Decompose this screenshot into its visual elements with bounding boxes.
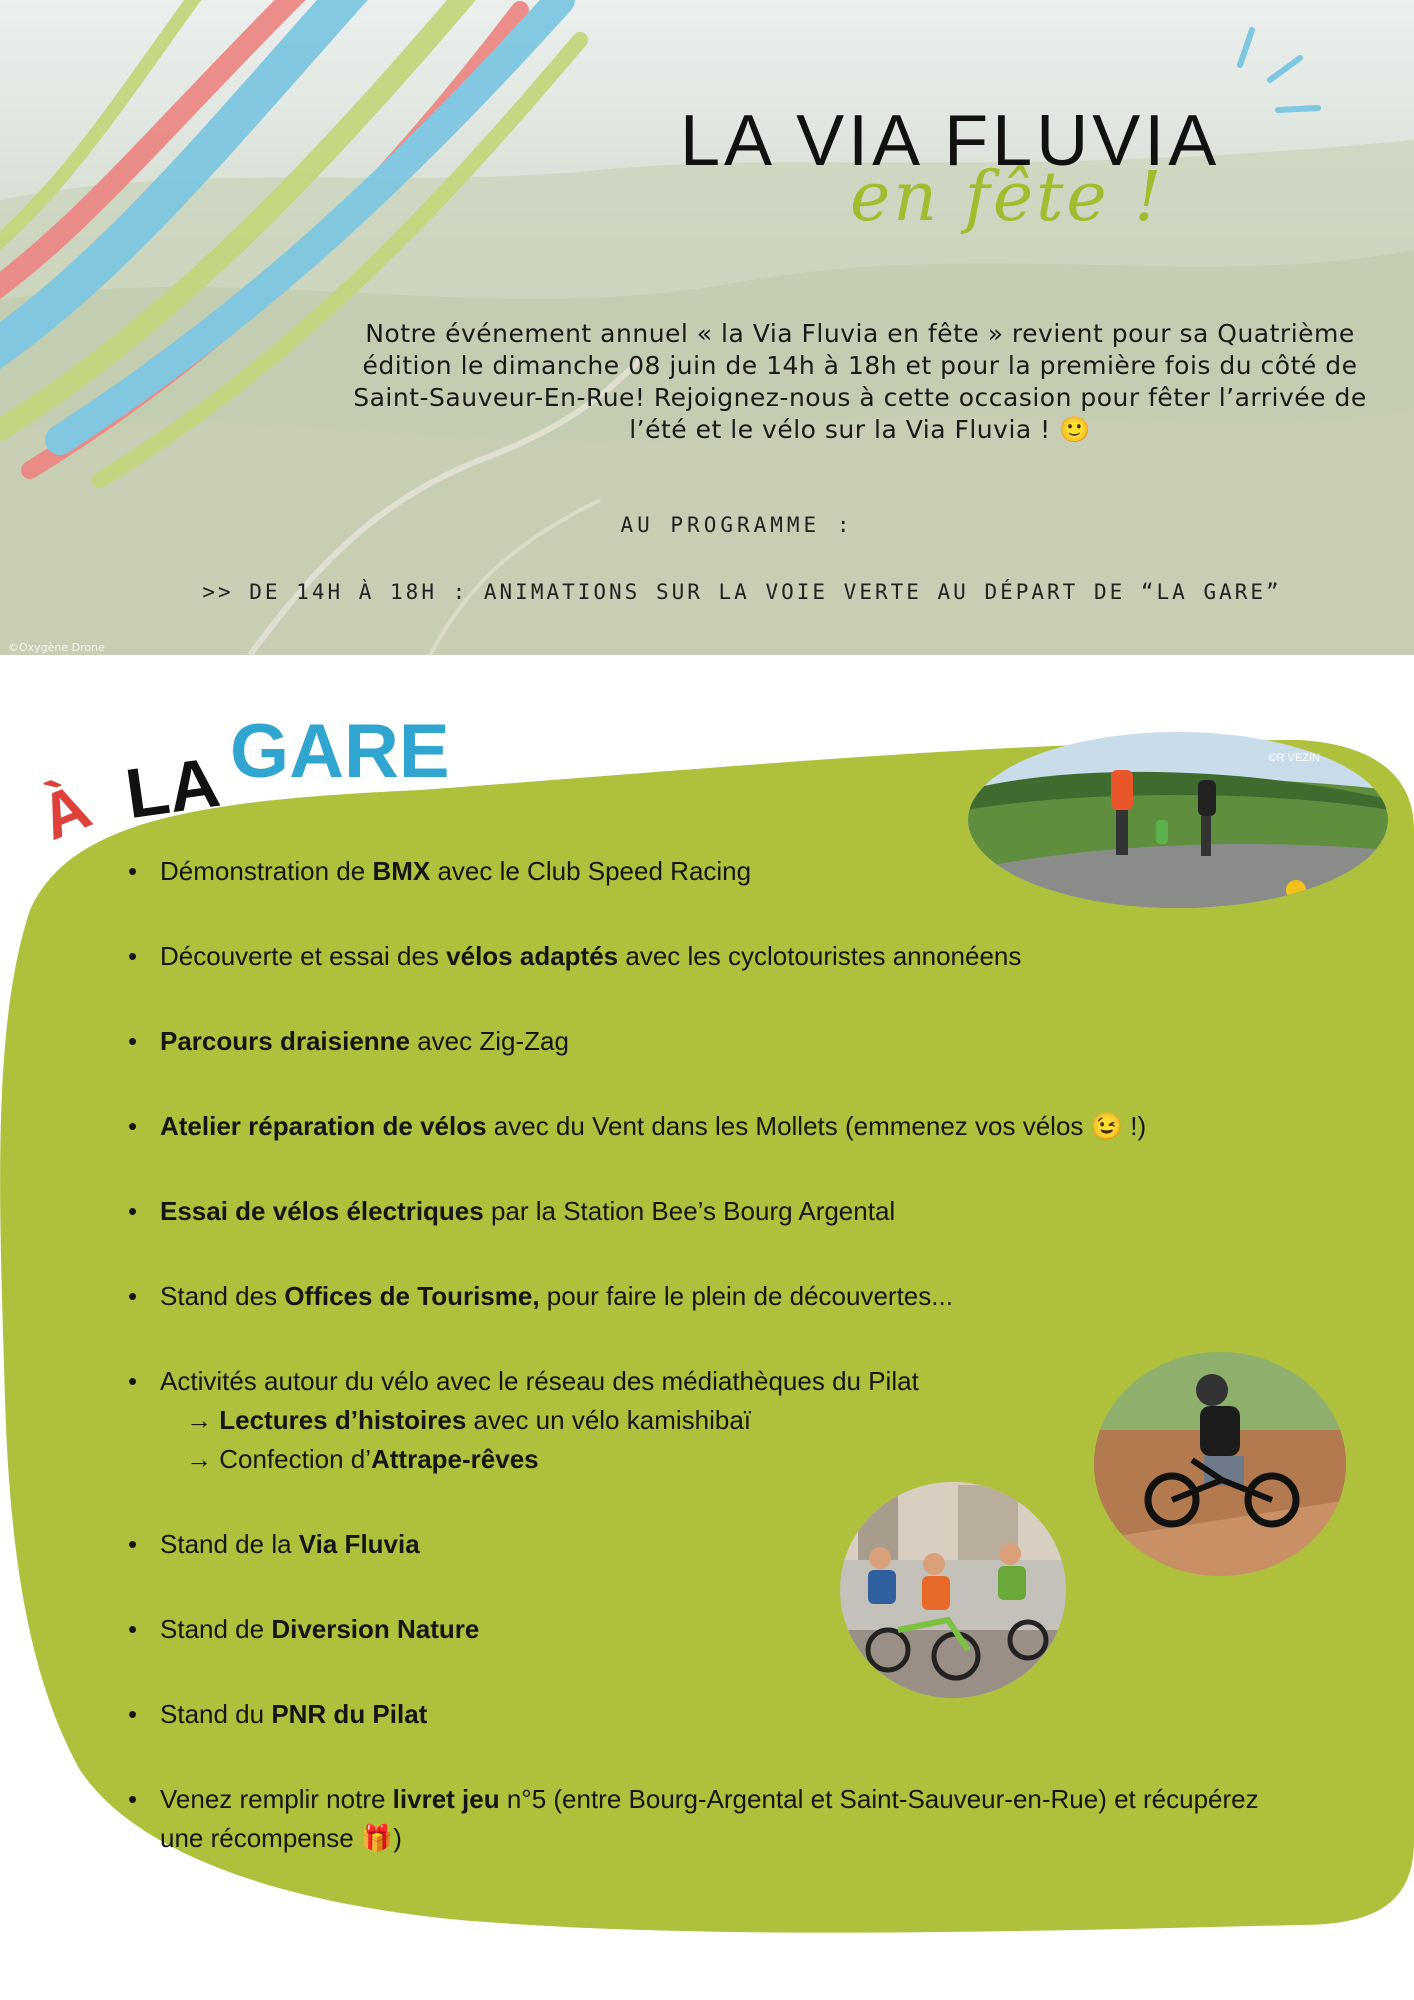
list-item: • Stand de la Via Fluvia [128, 1525, 1288, 1564]
bmx-photo [1092, 1350, 1348, 1578]
program-title: AU PROGRAMME : [620, 513, 854, 537]
list-item: • Atelier réparation de vélos avec du Vent dans les Mollets (emmenez vos vélos 😉 !) [128, 1107, 1288, 1146]
sub-item: → Confection d’Attrape-rêves [186, 1444, 539, 1474]
section-title-la: LA [121, 742, 225, 834]
list-item: • Parcours draisienne avec Zig-Zag [128, 1022, 1288, 1061]
section-title-gare: GARE [230, 709, 450, 794]
program-line: >> DE 14H À 18H : ANIMATIONS SUR LA VOIE VERTE AU DÉPART DE “LA GARE” [202, 580, 1282, 604]
list-item: • Activités autour du vélo avec le réseau des médiathèques du Pilat → Lectures d’histoires avec un vélo kamishibaï → Confection d’Attrape-rêves [128, 1362, 1288, 1479]
list-item: • Essai de vélos électriques par la Station Bee’s Bourg Argental [128, 1192, 1288, 1231]
list-item: • Stand des Offices de Tourisme, pour faire le plein de découvertes... [128, 1277, 1288, 1316]
header-banner [0, 0, 1414, 655]
section-title-a: À [30, 769, 101, 854]
page-subtitle: en fête ! [850, 158, 1165, 237]
photo-credit-vezin: ©R VEZIN [1268, 752, 1320, 764]
page-title: LA VIA FLUVIA [680, 101, 1221, 181]
rollerski-photo [966, 730, 1390, 910]
list-item: • Découverte et essai des vélos adaptés avec les cyclotouristes annonéens [128, 937, 1288, 976]
list-item: • Stand du PNR du Pilat [128, 1695, 1288, 1734]
photo-credit: ©Oxygène Drone [8, 641, 105, 654]
adapted-bikes-photo [838, 1480, 1068, 1700]
intro-text: Notre événement annuel « la Via Fluvia en fête » revient pour sa Quatrième édition le dimanche 08 juin de 14h à 18h et pour la première fois du côté de Saint-Sauveur-En-Rue! Rejoignez-nous à cette occasion pour fêter l’arrivée de l’été et le vélo sur la Via Fluvia ! 🙂 [353, 319, 1367, 444]
sub-item: → Lectures d’histoires avec un vélo kamishibaï [186, 1405, 752, 1435]
list-item: • Stand de Diversion Nature [128, 1610, 1288, 1649]
list-item: • Venez remplir notre livret jeu n°5 (entre Bourg-Argental et Saint-Sauveur-en-Rue) et récupérez une récompense 🎁) [128, 1780, 1288, 1858]
list-item: • Démonstration de BMX avec le Club Speed Racing [128, 852, 1288, 891]
